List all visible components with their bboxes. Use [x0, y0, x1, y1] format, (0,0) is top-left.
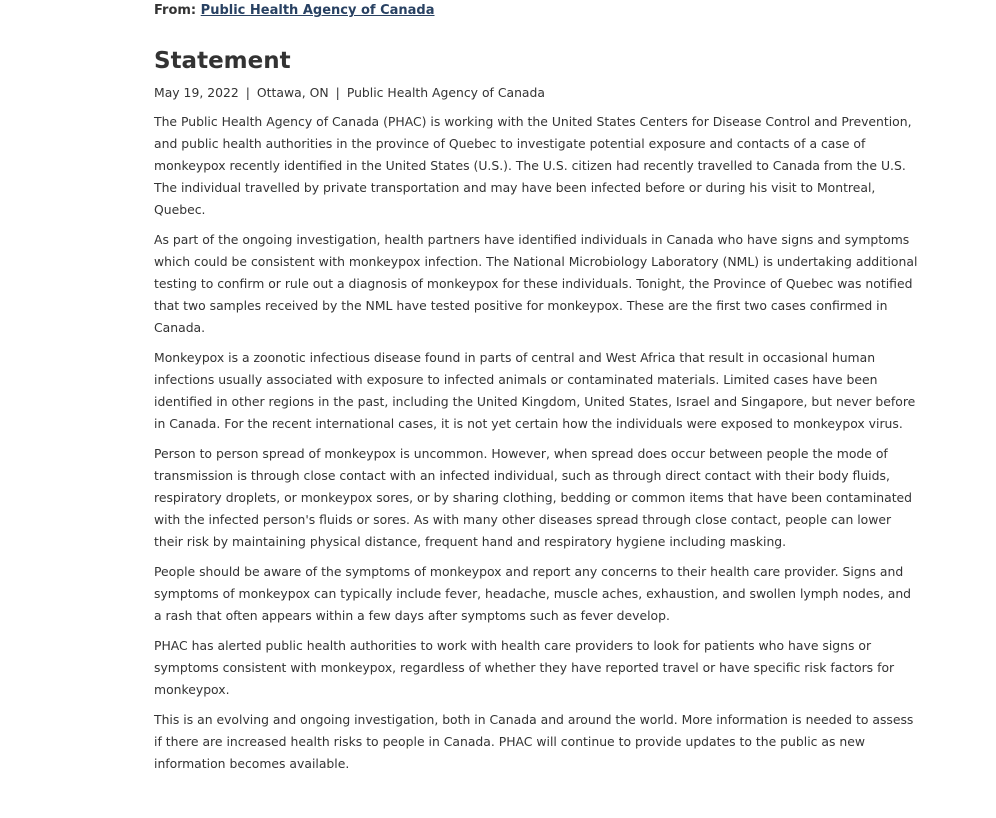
- meta-separator: |: [335, 85, 340, 100]
- article-content: [154, 0, 920, 783]
- paragraph: This is an evolving and ongoing investigation, both in Canada and around the world. More information is needed to assess if there are increased health risks to people in Canada. PHAC will continue to provide updates to the public as new information becomes available.: [154, 712, 914, 771]
- meta-separator: |: [245, 85, 250, 100]
- article-meta: [154, 84, 920, 102]
- paragraph: PHAC has alerted public health authorities to work with health care providers to look for patients who have signs or symptoms consistent with monkeypox, regardless of whether they have reported travel or have specific risk factors for monkeypox.: [154, 638, 895, 697]
- article-body: [154, 111, 920, 775]
- page-title: Statement: [154, 48, 291, 74]
- paragraph: Person to person spread of monkeypox is uncommon. However, when spread does occur between people the mode of transmission is through close contact with an infected individual, such as through direct contact with their body fluids, respiratory droplets, or monkeypox sores, or by sharing clothing, bedding or common items that have been contaminated with the infected person's fluids or sores. As with many other diseases spread through close contact, people can lower their risk by maintaining physical distance, frequent hand and respiratory hygiene including masking.: [154, 446, 913, 549]
- paragraph: The Public Health Agency of Canada (PHAC) is working with the United States Centers for Disease Control and Prevention, and public health authorities in the province of Quebec to investigate potential exposure and contacts of a case of monkeypox recently identified in the United States (U.S.). The U.S. citizen had recently travelled to Canada from the U.S. The individual travelled by private transportation and may have been infected before or during his visit to Montreal, Quebec.: [154, 114, 912, 217]
- from-agency-link[interactable]: Public Health Agency of Canada: [200, 3, 435, 18]
- article-date: May 19, 2022: [154, 85, 239, 100]
- article-location: Ottawa, ON: [256, 85, 329, 100]
- from-label: From:: [154, 3, 197, 18]
- article-organization: Public Health Agency of Canada: [346, 85, 545, 100]
- paragraph: People should be aware of the symptoms of monkeypox and report any concerns to their health care provider. Signs and symptoms of monkeypox can typically include fever, headache, muscle aches, exhaustion, and swollen lymph nodes, and a rash that often appears within a few days after symptoms such as fever develop.: [154, 564, 912, 623]
- paragraph: As part of the ongoing investigation, health partners have identified individuals in Canada who have signs and symptoms which could be consistent with monkeypox infection. The National Microbiology Laboratory (NML) is undertaking additional testing to confirm or rule out a diagnosis of monkeypox for these individuals. Tonight, the Province of Quebec was notified that two samples received by the NML have tested positive for monkeypox. These are the first two cases confirmed in Canada.: [154, 232, 918, 335]
- from-line: [154, 2, 920, 20]
- paragraph: Monkeypox is a zoonotic infectious disease found in parts of central and West Africa that result in occasional human infections usually associated with exposure to infected animals or contaminated materials. Limited cases have been identified in other regions in the past, including the United Kingdom, United States, Israel and Singapore, but never before in Canada. For the recent international cases, it is not yet certain how the individuals were exposed to monkeypox virus.: [154, 350, 916, 431]
